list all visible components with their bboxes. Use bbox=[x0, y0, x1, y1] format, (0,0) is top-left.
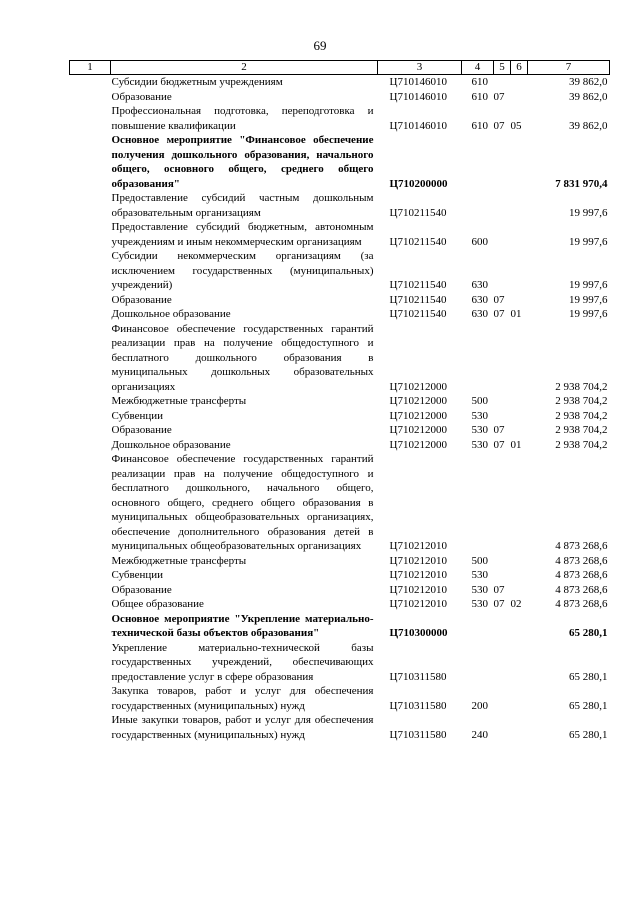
table-row bbox=[70, 191, 610, 220]
row-col-1 bbox=[70, 641, 111, 685]
row-section: 07 bbox=[493, 598, 505, 610]
row-section bbox=[494, 568, 511, 583]
row-code: Ц710311580 bbox=[389, 699, 447, 712]
row-expense-type bbox=[462, 641, 494, 685]
row-subsection: 01 bbox=[510, 438, 522, 451]
row-expense-type: 530 bbox=[471, 424, 488, 436]
row-section: 07 bbox=[493, 424, 505, 436]
row-code: Ц710211540 bbox=[389, 308, 447, 320]
row-expense-type: 600 bbox=[471, 235, 488, 248]
row-col-1 bbox=[70, 191, 111, 220]
row-subsection bbox=[511, 452, 528, 554]
row-amount: 19 997,6 bbox=[569, 206, 608, 219]
row-subsection bbox=[511, 394, 528, 409]
page-number: 69 bbox=[313, 38, 327, 53]
row-amount: 4 873 268,6 bbox=[555, 554, 608, 567]
row-expense-type: 500 bbox=[471, 554, 488, 567]
row-col-1 bbox=[70, 409, 111, 424]
row-code: Ц710311580 bbox=[389, 670, 447, 683]
header-col-7: 7 bbox=[528, 61, 610, 75]
row-col-1 bbox=[70, 104, 111, 133]
row-col-1 bbox=[70, 293, 111, 308]
row-name: Финансовое обеспечение государственных гарантий реализации прав на получение общедоступного и бесплатного дошкольного образования в муниципальных дошкольных образовательных организациях bbox=[111, 322, 374, 393]
row-expense-type: 530 bbox=[471, 569, 488, 581]
row-expense-type bbox=[462, 322, 494, 395]
row-subsection: 01 bbox=[510, 308, 522, 320]
row-code: Ц710200000 bbox=[389, 177, 448, 190]
row-col-1 bbox=[70, 249, 111, 293]
row-name: Иные закупки товаров, работ и услуг для обеспечения государственных (муниципальных) нужд bbox=[111, 714, 374, 741]
row-code: Ц710211540 bbox=[389, 293, 447, 306]
row-expense-type: 630 bbox=[471, 293, 488, 306]
table-row bbox=[70, 713, 610, 742]
row-subsection bbox=[511, 133, 528, 191]
table-row bbox=[70, 409, 610, 424]
table-row bbox=[70, 104, 610, 133]
row-section bbox=[494, 684, 511, 713]
row-code: Ц710212010 bbox=[389, 554, 447, 567]
row-section: 07 bbox=[493, 438, 505, 451]
row-name: Межбюджетные трансферты bbox=[111, 395, 247, 407]
row-code: Ц710212000 bbox=[389, 438, 447, 451]
row-section bbox=[494, 554, 511, 569]
row-col-1 bbox=[70, 423, 111, 438]
row-name: Субвенции bbox=[111, 569, 164, 581]
row-subsection bbox=[511, 191, 528, 220]
row-col-1 bbox=[70, 322, 111, 395]
row-name: Предоставление субсидий бюджетным, автономным учреждениям и иным некоммерческим организациям bbox=[111, 221, 374, 248]
row-col-1 bbox=[70, 394, 111, 409]
row-name: Образование bbox=[111, 583, 172, 596]
row-section bbox=[494, 641, 511, 685]
table-row bbox=[70, 452, 610, 554]
row-expense-type: 630 bbox=[471, 279, 488, 291]
row-amount: 7 831 970,4 bbox=[555, 177, 608, 190]
table-row bbox=[70, 75, 610, 90]
row-code: Ц710146010 bbox=[389, 119, 447, 132]
row-name: Образование bbox=[111, 293, 172, 306]
row-code: Ц710212000 bbox=[389, 380, 447, 393]
row-section bbox=[494, 249, 511, 293]
row-section bbox=[494, 612, 511, 641]
row-expense-type: 530 bbox=[471, 409, 488, 422]
table-row bbox=[70, 394, 610, 409]
row-section bbox=[494, 394, 511, 409]
table-row bbox=[70, 597, 610, 612]
row-subsection bbox=[511, 554, 528, 569]
table-row bbox=[70, 322, 610, 395]
row-section bbox=[494, 322, 511, 395]
row-name: Дошкольное образование bbox=[111, 308, 231, 320]
row-section bbox=[494, 133, 511, 191]
table-row bbox=[70, 438, 610, 453]
row-amount: 4 873 268,6 bbox=[555, 540, 608, 552]
row-name: Закупка товаров, работ и услуг для обеспечения государственных (муниципальных) нужд bbox=[111, 685, 374, 712]
row-name: Основное мероприятие "Укрепление материально-технической базы объектов образования" bbox=[111, 612, 374, 639]
row-section: 07 bbox=[493, 293, 505, 306]
row-expense-type bbox=[462, 191, 494, 220]
row-expense-type: 610 bbox=[471, 90, 488, 103]
table-row bbox=[70, 641, 610, 685]
table-header bbox=[70, 61, 610, 75]
row-col-1 bbox=[70, 438, 111, 453]
row-section: 07 bbox=[493, 308, 505, 320]
row-amount: 19 997,6 bbox=[569, 308, 608, 320]
row-col-1 bbox=[70, 307, 111, 322]
row-amount: 4 873 268,6 bbox=[555, 583, 608, 596]
table-row bbox=[70, 554, 610, 569]
row-section bbox=[494, 452, 511, 554]
table-body bbox=[70, 75, 610, 743]
row-expense-type: 530 bbox=[471, 583, 488, 596]
row-amount: 2 938 704,2 bbox=[555, 380, 608, 393]
row-amount: 65 280,1 bbox=[569, 627, 608, 639]
row-subsection bbox=[511, 90, 528, 105]
row-section bbox=[494, 409, 511, 424]
row-name: Предоставление субсидий частным дошкольным образовательным организациям bbox=[111, 192, 374, 219]
row-subsection bbox=[511, 75, 528, 90]
row-name: Межбюджетные трансферты bbox=[111, 554, 247, 567]
row-expense-type bbox=[462, 452, 494, 554]
row-name: Субвенции bbox=[111, 409, 164, 422]
row-name: Образование bbox=[111, 424, 172, 436]
row-code: Ц710212010 bbox=[389, 583, 447, 596]
table-row bbox=[70, 423, 610, 438]
row-col-1 bbox=[70, 597, 111, 612]
row-col-1 bbox=[70, 220, 111, 249]
row-code: Ц710212000 bbox=[389, 424, 447, 436]
row-col-1 bbox=[70, 75, 111, 90]
table-row bbox=[70, 90, 610, 105]
row-name: Основное мероприятие "Финансовое обеспечение получения дошкольного образования, начального общего, основного общего, среднего общего образования" bbox=[111, 134, 374, 190]
row-amount: 39 862,0 bbox=[569, 90, 608, 103]
row-section bbox=[494, 220, 511, 249]
budget-table bbox=[69, 60, 610, 742]
row-expense-type bbox=[462, 133, 494, 191]
row-amount: 4 873 268,6 bbox=[555, 598, 608, 610]
row-amount: 19 997,6 bbox=[569, 293, 608, 306]
row-subsection bbox=[511, 713, 528, 742]
table-row bbox=[70, 612, 610, 641]
row-subsection bbox=[511, 641, 528, 685]
row-col-1 bbox=[70, 612, 111, 641]
table-row bbox=[70, 293, 610, 308]
row-amount: 39 862,0 bbox=[569, 119, 608, 132]
row-amount: 19 997,6 bbox=[569, 235, 608, 248]
row-col-1 bbox=[70, 90, 111, 105]
table-row bbox=[70, 583, 610, 598]
row-subsection: 05 bbox=[510, 119, 522, 132]
row-expense-type: 630 bbox=[471, 308, 488, 320]
row-name: Укрепление материально-технической базы государственных учреждений, обеспечивающих предоставление услуг в сфере образования bbox=[111, 641, 374, 683]
row-col-1 bbox=[70, 568, 111, 583]
row-code: Ц710146010 bbox=[389, 90, 447, 103]
row-amount: 2 938 704,2 bbox=[555, 438, 608, 451]
header-col-4: 4 bbox=[462, 61, 494, 75]
row-col-1 bbox=[70, 583, 111, 598]
row-name: Субсидии некоммерческим организациям (за исключением государственных (муниципальных) учреждений) bbox=[111, 250, 374, 291]
row-expense-type: 200 bbox=[471, 699, 488, 712]
row-subsection bbox=[511, 220, 528, 249]
header-col-3: 3 bbox=[378, 61, 462, 75]
row-name: Профессиональная подготовка, переподготовка и повышение квалификации bbox=[111, 105, 374, 132]
row-expense-type: 610 bbox=[471, 119, 488, 132]
row-code: Ц710211540 bbox=[389, 206, 447, 219]
row-subsection bbox=[511, 293, 528, 308]
row-amount: 19 997,6 bbox=[569, 279, 608, 291]
row-subsection bbox=[511, 684, 528, 713]
row-amount: 2 938 704,2 bbox=[555, 395, 608, 407]
row-expense-type: 530 bbox=[471, 438, 488, 451]
row-amount: 65 280,1 bbox=[569, 670, 608, 683]
row-code: Ц710311580 bbox=[389, 728, 447, 741]
table-row bbox=[70, 307, 610, 322]
row-expense-type: 610 bbox=[471, 76, 488, 88]
row-expense-type: 500 bbox=[471, 395, 488, 407]
row-name: Дошкольное образование bbox=[111, 438, 231, 451]
row-code: Ц710212010 bbox=[389, 569, 447, 581]
table-row bbox=[70, 220, 610, 249]
row-section: 07 bbox=[493, 119, 505, 132]
row-subsection bbox=[511, 612, 528, 641]
row-col-1 bbox=[70, 684, 111, 713]
row-subsection bbox=[511, 249, 528, 293]
row-amount: 2 938 704,2 bbox=[555, 424, 608, 436]
row-amount: 4 873 268,6 bbox=[555, 569, 608, 581]
row-col-1 bbox=[70, 133, 111, 191]
row-expense-type: 240 bbox=[471, 728, 488, 741]
header-col-6: 6 bbox=[511, 61, 528, 75]
header-col-1: 1 bbox=[70, 61, 111, 75]
row-code: Ц710211540 bbox=[389, 279, 447, 291]
table-row bbox=[70, 684, 610, 713]
row-section: 07 bbox=[493, 583, 505, 596]
row-name: Субсидии бюджетным учреждениям bbox=[111, 76, 283, 88]
row-subsection: 02 bbox=[510, 598, 522, 610]
table-row bbox=[70, 133, 610, 191]
row-amount: 2 938 704,2 bbox=[555, 409, 608, 422]
row-name: Образование bbox=[111, 90, 172, 103]
row-amount: 65 280,1 bbox=[569, 699, 608, 712]
row-expense-type: 530 bbox=[471, 598, 488, 610]
row-subsection bbox=[511, 583, 528, 598]
row-subsection bbox=[511, 568, 528, 583]
row-expense-type bbox=[462, 612, 494, 641]
row-code: Ц710211540 bbox=[389, 235, 447, 248]
row-amount: 65 280,1 bbox=[569, 728, 608, 741]
table-row bbox=[70, 568, 610, 583]
row-name: Общее образование bbox=[111, 598, 204, 610]
row-subsection bbox=[511, 423, 528, 438]
row-col-1 bbox=[70, 554, 111, 569]
row-subsection bbox=[511, 322, 528, 395]
row-code: Ц710212000 bbox=[389, 395, 447, 407]
row-subsection bbox=[511, 409, 528, 424]
row-amount: 39 862,0 bbox=[569, 76, 608, 88]
row-code: Ц710212000 bbox=[389, 409, 447, 422]
row-name: Финансовое обеспечение государственных гарантий реализации прав на получение общедоступного и бесплатного дошкольного, начального общего, основного общего, среднего общего образования в муниципальных общеобразовательных организациях, обеспечение дополнительного образования детей в муниципальных общеобразовательных организациях bbox=[111, 453, 374, 552]
row-col-1 bbox=[70, 713, 111, 742]
row-section: 07 bbox=[493, 90, 505, 103]
row-code: Ц710300000 bbox=[389, 627, 448, 639]
header-col-5: 5 bbox=[494, 61, 511, 75]
row-code: Ц710212010 bbox=[389, 540, 447, 552]
row-section bbox=[494, 713, 511, 742]
table-row bbox=[70, 249, 610, 293]
header-col-2: 2 bbox=[111, 61, 378, 75]
row-section bbox=[494, 75, 511, 90]
row-code: Ц710212010 bbox=[389, 598, 447, 610]
row-col-1 bbox=[70, 452, 111, 554]
row-code: Ц710146010 bbox=[389, 76, 447, 88]
row-section bbox=[494, 191, 511, 220]
